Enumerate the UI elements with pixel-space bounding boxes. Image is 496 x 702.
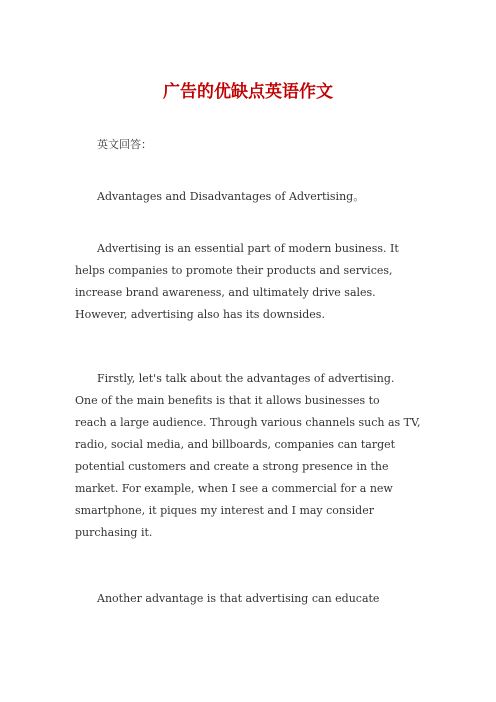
paragraph-line: Advertising is an essential part of modern business. It: [97, 242, 399, 255]
paragraph-line: potential customers and create a strong presence in the: [75, 460, 389, 473]
paragraph-line: One of the main benefits is that it allows businesses to: [75, 394, 380, 407]
paragraph-line: market. For example, when I see a commercial for a new: [75, 482, 393, 495]
paragraph-line: Another advantage is that advertising can educate: [97, 592, 380, 605]
paragraph-1: [75, 238, 425, 326]
paragraph-line: However, advertising also has its downsides.: [75, 308, 325, 321]
essay-heading-text: Advantages and Disadvantages of Advertising。: [97, 190, 365, 203]
document-title: 广告的优缺点英语作文: [163, 82, 333, 102]
paragraph-line: smartphone, it piques my interest and I may consider: [75, 504, 374, 517]
answer-label: [75, 134, 425, 156]
paragraph-2: [75, 368, 425, 544]
paragraph-3: [75, 588, 425, 610]
paragraph-line: helps companies to promote their products and services,: [75, 264, 393, 277]
paragraph-line: reach a large audience. Through various channels such as TV,: [75, 416, 421, 429]
essay-heading: [75, 186, 425, 208]
paragraph-line: Firstly, let's talk about the advantages of advertising.: [97, 372, 395, 385]
paragraph-line: increase brand awareness, and ultimately drive sales.: [75, 286, 376, 299]
answer-label-text: 英文回答：: [97, 138, 152, 151]
paragraph-line: radio, social media, and billboards, companies can target: [75, 438, 396, 451]
paragraph-line: purchasing it.: [75, 526, 153, 539]
